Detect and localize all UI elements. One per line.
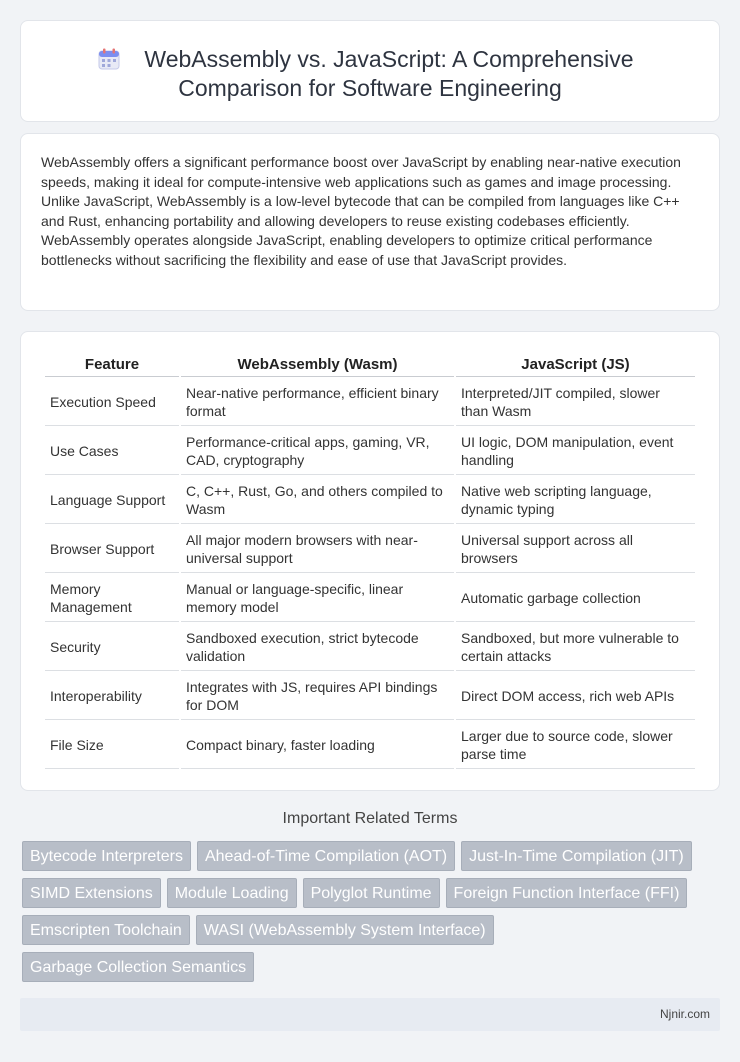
related-term-tag[interactable]: WASI (WebAssembly System Interface) <box>196 915 494 945</box>
feature-cell: Language Support <box>45 477 179 524</box>
feature-cell: File Size <box>45 722 179 769</box>
table-header-row <box>45 354 695 377</box>
related-terms-title: Important Related Terms <box>282 810 458 827</box>
table-row <box>45 624 695 671</box>
wasm-cell: Sandboxed execution, strict bytecode validation <box>181 624 454 671</box>
page-title-line1: WebAssembly vs. JavaScript: A Comprehensive <box>144 46 634 72</box>
intro-paragraph: WebAssembly offers a significant performance boost over JavaScript by enabling near-native execution speeds, making it ideal for compute-intensive web applications such as games and image processing. Unlike JavaScript, WebAssembly is a low-level bytecode that can be compiled from languages like C++ and Rust, enhancing portability and allowing developers to reuse existing codebases efficiently. WebAssembly operates alongside JavaScript, enabling developers to optimize critical performance bottlenecks without sacrificing the flexibility and ease of use that JavaScript provides. <box>41 154 681 268</box>
header-card <box>20 20 720 122</box>
js-cell: Sandboxed, but more vulnerable to certain attacks <box>456 624 695 671</box>
table-row <box>45 673 695 720</box>
comparison-table-card <box>20 331 720 791</box>
feature-cell: Security <box>45 624 179 671</box>
wasm-cell: Performance-critical apps, gaming, VR, CAD, cryptography <box>181 428 454 475</box>
related-term-tag[interactable]: Emscripten Toolchain <box>22 915 190 945</box>
js-cell: Direct DOM access, rich web APIs <box>456 673 695 720</box>
feature-cell: Interoperability <box>45 673 179 720</box>
table-row <box>45 477 695 524</box>
page-title <box>106 45 633 103</box>
column-header-feature: Feature <box>45 354 179 377</box>
js-cell: UI logic, DOM manipulation, event handling <box>456 428 695 475</box>
related-term-tag[interactable]: Just-In-Time Compilation (JIT) <box>461 841 692 871</box>
related-term-tag[interactable]: Ahead-of-Time Compilation (AOT) <box>197 841 455 871</box>
related-term-tag[interactable]: Polyglot Runtime <box>303 878 440 908</box>
comparison-table <box>43 352 697 771</box>
page-title-line2: Comparison for Software Engineering <box>178 75 562 101</box>
table-row <box>45 526 695 573</box>
wasm-cell: Manual or language-specific, linear memory model <box>181 575 454 622</box>
column-header-js: JavaScript (JS) <box>456 354 695 377</box>
related-term-tag[interactable]: Garbage Collection Semantics <box>22 952 254 982</box>
wasm-cell: C, C++, Rust, Go, and others compiled to Wasm <box>181 477 454 524</box>
wasm-cell: All major modern browsers with near-universal support <box>181 526 454 573</box>
feature-cell: Execution Speed <box>45 379 179 426</box>
related-term-tag[interactable]: Bytecode Interpreters <box>22 841 191 871</box>
table-row <box>45 379 695 426</box>
js-cell: Interpreted/JIT compiled, slower than Wasm <box>456 379 695 426</box>
js-cell: Native web scripting language, dynamic typing <box>456 477 695 524</box>
related-term-tag[interactable]: Module Loading <box>167 878 297 908</box>
related-term-tag[interactable]: SIMD Extensions <box>22 878 161 908</box>
related-terms-list <box>22 841 722 982</box>
feature-cell: Browser Support <box>45 526 179 573</box>
footer <box>20 998 720 1031</box>
feature-cell: Memory Management <box>45 575 179 622</box>
wasm-cell: Compact binary, faster loading <box>181 722 454 769</box>
table-row <box>45 428 695 475</box>
js-cell: Universal support across all browsers <box>456 526 695 573</box>
table-row <box>45 722 695 769</box>
column-header-wasm: WebAssembly (Wasm) <box>181 354 454 377</box>
wasm-cell: Integrates with JS, requires API bindings for DOM <box>181 673 454 720</box>
js-cell: Larger due to source code, slower parse time <box>456 722 695 769</box>
feature-cell: Use Cases <box>45 428 179 475</box>
table-row <box>45 575 695 622</box>
footer-brand[interactable]: Njnir.com <box>659 1007 710 1021</box>
js-cell: Automatic garbage collection <box>456 575 695 622</box>
intro-card <box>20 133 720 311</box>
related-term-tag[interactable]: Foreign Function Interface (FFI) <box>446 878 688 908</box>
wasm-cell: Near-native performance, efficient binary format <box>181 379 454 426</box>
